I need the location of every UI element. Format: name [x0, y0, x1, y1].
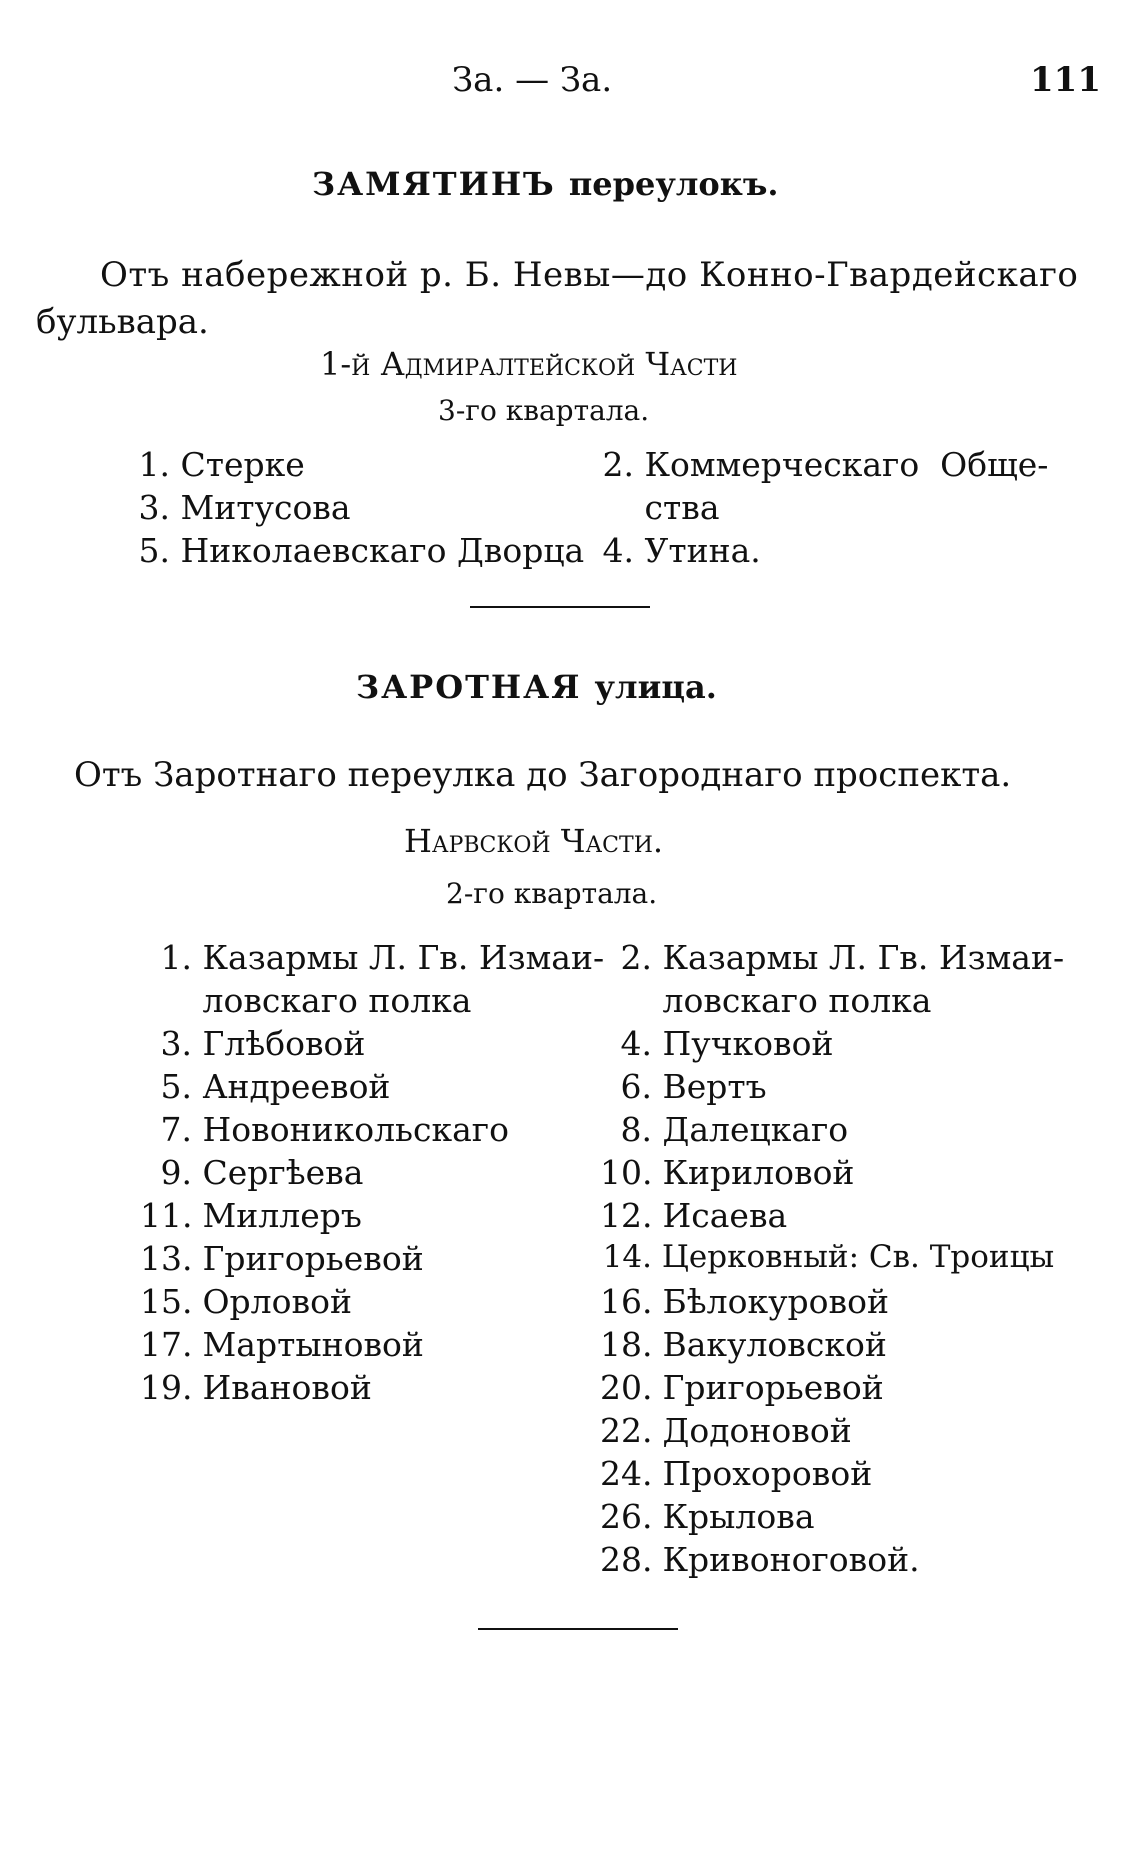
list-item: 14. Церковный: Св. Троицы [602, 1239, 1055, 1275]
list-item: 22. Додоновой [600, 1411, 852, 1450]
section2-title-caps: ЗАРОТНАЯ [356, 668, 582, 706]
list-item: 5. Андреевой [160, 1067, 391, 1106]
list-item: 2. Коммерческаго Обще- [602, 445, 1049, 484]
list-item: 26. Крылова [600, 1497, 815, 1536]
list-item: 6. Вертъ [620, 1067, 767, 1106]
section1-title-caps: ЗАМЯТИНЪ [312, 165, 556, 203]
list-item: 11. Миллеръ [140, 1196, 362, 1235]
list-item: 17. Мартыновой [140, 1325, 424, 1364]
list-item: 16. Бѣлокуровой [600, 1282, 889, 1321]
list-item: 2. Казармы Л. Гв. Измаи- [620, 938, 1065, 977]
section2-title [356, 668, 717, 706]
list-item: 4. Пучковой [620, 1024, 834, 1063]
list-item: 18. Вакуловской [600, 1325, 887, 1364]
section-divider [478, 1628, 678, 1630]
list-item: 8. Далецкаго [620, 1110, 849, 1149]
section1-district: 1-й Адмиралтейской Части [320, 345, 738, 383]
list-item: 3. Митусова [138, 488, 351, 527]
section2-title-rest: улица. [594, 668, 717, 706]
section2-desc-line1: Отъ Заротнаго переулка до Загороднаго проспекта. [74, 755, 1012, 795]
section2-quarter: 2-го квартала. [446, 877, 658, 910]
list-item: 12. Исаева [600, 1196, 788, 1235]
list-item: 15. Орловой [140, 1282, 352, 1321]
list-item: 19. Ивановой [140, 1368, 372, 1407]
list-item: 13. Григорьевой [140, 1239, 424, 1278]
list-item: ловскаго полка [202, 981, 472, 1020]
list-item: 7. Новоникольскаго [160, 1110, 509, 1149]
section1-desc-line2: бульвара. [36, 302, 209, 342]
list-item: 20. Григорьевой [600, 1368, 884, 1407]
section1-title [312, 165, 779, 203]
section2-district: Нарвской Части. [404, 822, 664, 860]
running-head: За. — За. [452, 60, 613, 100]
page-number: 111 [1030, 60, 1101, 100]
list-item: 1. Казармы Л. Гв. Измаи- [160, 938, 605, 977]
list-item: 24. Прохоровой [600, 1454, 873, 1493]
list-item: 28. Кривоноговой. [600, 1540, 920, 1579]
list-item: 1. Стерке [138, 445, 305, 484]
list-item: 5. Николаевскаго Дворца [138, 531, 585, 570]
section1-quarter: 3-го квартала. [438, 394, 650, 427]
list-item: 4. Утина. [602, 531, 761, 570]
section-divider [470, 606, 650, 608]
list-item: 9. Сергѣева [160, 1153, 364, 1192]
list-item: 3. Глѣбовой [160, 1024, 366, 1063]
section1-desc-line1: Отъ набережной р. Б. Невы—до Конно-Гвардейскаго [100, 255, 1079, 295]
section1-title-rest: переулокъ. [568, 165, 779, 203]
list-item: 10. Кириловой [600, 1153, 855, 1192]
list-item: ловскаго полка [662, 981, 932, 1020]
list-item: ства [644, 488, 720, 527]
